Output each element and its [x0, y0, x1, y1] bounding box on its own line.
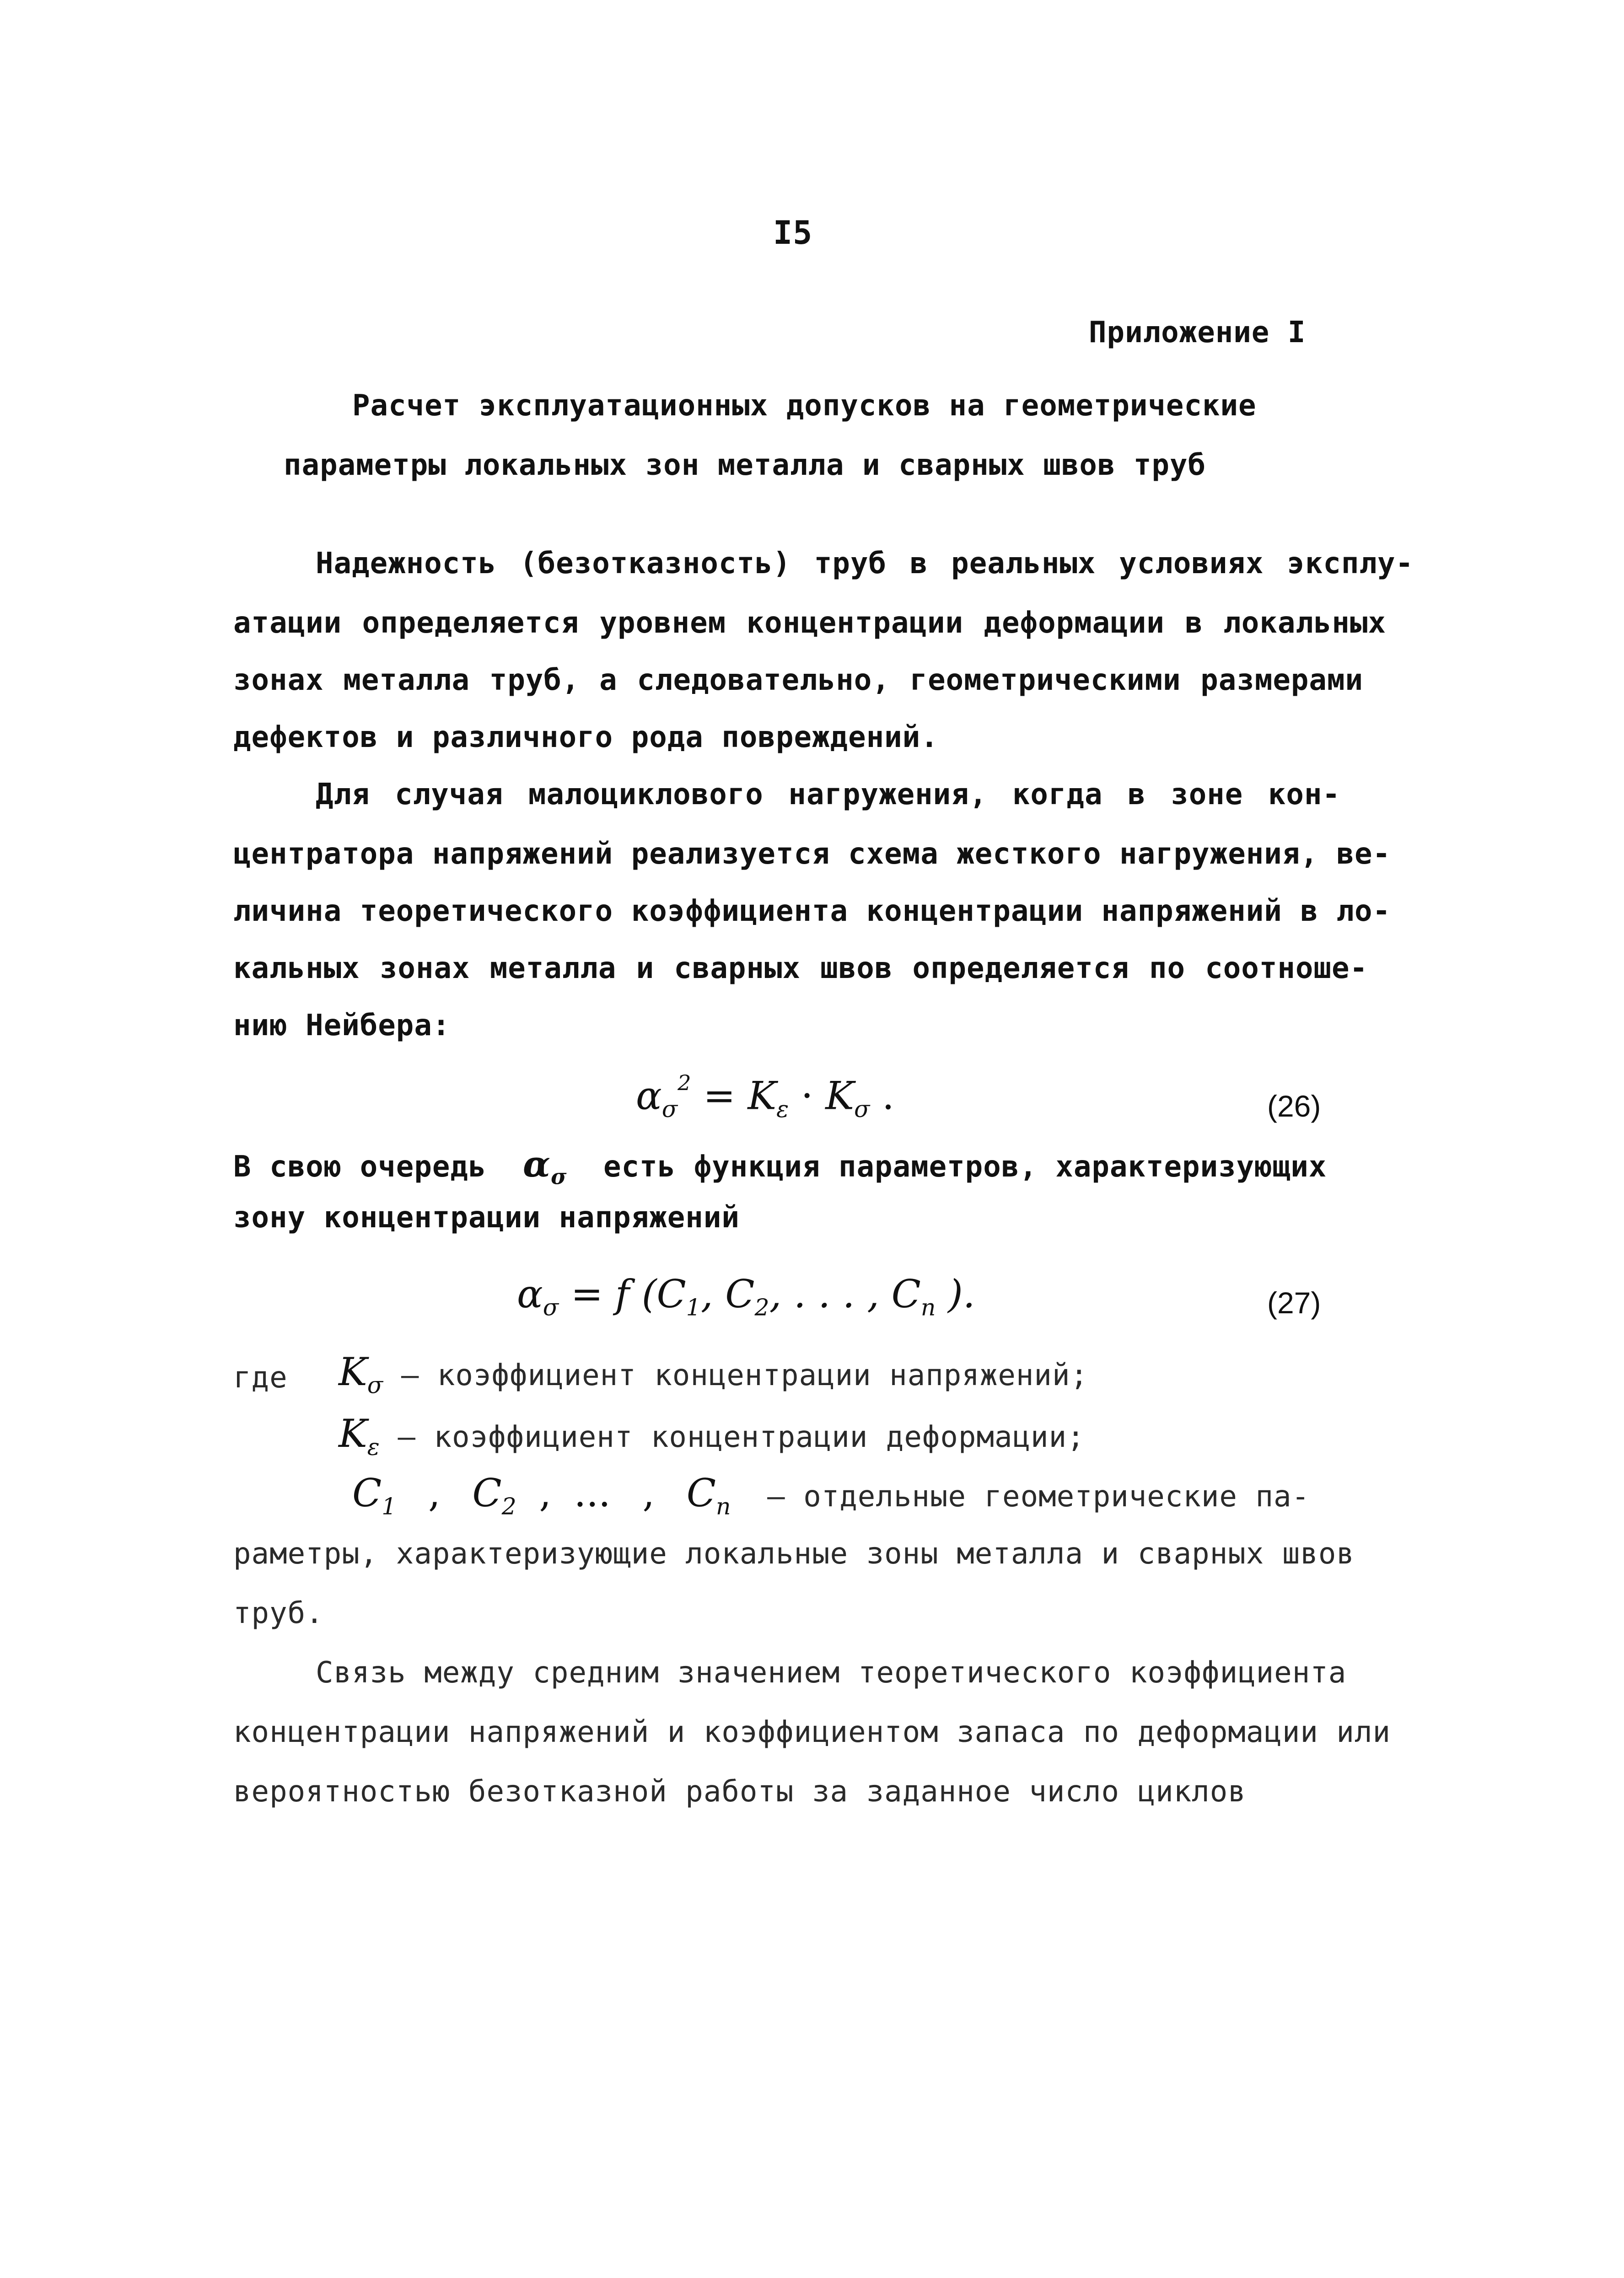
paragraph-1-line-2: атации определяется уровнем концентрации деформации в локальных [233, 606, 1386, 640]
def-k-sigma-symbol [339, 1349, 383, 1399]
def-k-eps-symbol [339, 1411, 380, 1461]
def-k-eps-text: – коэффициент концентрации деформации; [398, 1420, 1085, 1454]
def-comma-2: , [539, 1471, 552, 1515]
paragraph-3-line-2: зону концентрации напряжений [233, 1201, 740, 1235]
page-number: I5 [773, 214, 813, 252]
def-dots: ... [574, 1471, 611, 1515]
def-c-text-1: – отдельные геометрические па- [767, 1480, 1310, 1514]
paragraph-4-line-3: вероятностью безотказной работы за заданное число циклов [233, 1775, 1246, 1809]
paragraph-2-line-1: Для случая малоциклового нагружения, когда в зоне кон- [316, 778, 1340, 811]
paragraph-1-line-3: зонах металла труб, а следовательно, геометрическими размерами [233, 663, 1363, 697]
def-k-eps-sub: ε [367, 1433, 380, 1461]
def-k-sigma-sub: σ [367, 1371, 383, 1399]
para3-alpha-sub: σ [551, 1164, 567, 1190]
eq26-alpha-sup: 2 [678, 1070, 691, 1095]
eq27-alpha-sub: σ [543, 1294, 559, 1321]
eq27-cn-sub: n [920, 1294, 936, 1321]
def-cn-sym: C [686, 1471, 716, 1515]
def-k-sigma-k: K [339, 1349, 367, 1394]
equation-26-number: (26) [1267, 1089, 1321, 1123]
def-cn-sub: n [716, 1493, 731, 1520]
paragraph-1-line-1: Надежность (безотказность) труб в реальных условиях эксплу- [316, 547, 1414, 580]
def-cn [686, 1471, 731, 1520]
eq26-dot: · [801, 1073, 813, 1118]
eq26-k-eps: K [747, 1073, 777, 1118]
eq27-close: ). [936, 1272, 975, 1316]
para3-alpha-sym: α [522, 1144, 551, 1185]
def-c1-sub: 1 [382, 1493, 397, 1520]
eq27-c1-sub: 1 [686, 1294, 701, 1321]
title-line-2: параметры локальных зон металла и сварных швов труб [284, 448, 1206, 482]
paragraph-2-line-3: личина теоретического коэффициента концентрации напряжений в ло- [233, 894, 1391, 928]
def-k-sigma-text: – коэффициент концентрации напряжений; [401, 1359, 1088, 1392]
definition-c-params [352, 1471, 1310, 1520]
paragraph-2-line-4: кальных зонах металла и сварных швов определяется по соотноше- [233, 951, 1368, 985]
eq26-k-eps-sub: ε [776, 1096, 789, 1123]
equation-27-number: (27) [1267, 1286, 1321, 1320]
eq26-alpha: α [636, 1073, 662, 1118]
definition-c-params-line-2: раметры, характеризующие локальные зоны металла и сварных швов [233, 1537, 1355, 1571]
para3-before: В свою очередь [233, 1150, 487, 1184]
def-comma-1: , [428, 1471, 441, 1515]
title-line-1: Расчет эксплуатационных допусков на геометрические [352, 389, 1257, 423]
definition-where: где [233, 1361, 288, 1395]
eq27-dots: , . . . , C [769, 1272, 921, 1316]
eq27-alpha: α [517, 1272, 543, 1316]
eq27-c2: , C [700, 1272, 755, 1316]
paragraph-4-line-2: концентрации напряжений и коэффициентом запаса по деформации или [233, 1715, 1391, 1749]
definition-c-params-line-3: труб. [233, 1596, 324, 1630]
definition-k-eps [339, 1411, 1085, 1461]
def-c1 [352, 1471, 397, 1520]
para3-after: есть функция параметров, характеризующих [603, 1150, 1327, 1184]
eq26-alpha-sub: σ [661, 1096, 678, 1123]
appendix-label: Приложение I [1089, 316, 1306, 349]
para3-alpha [522, 1144, 567, 1190]
def-c2-sym: C [472, 1471, 502, 1515]
def-c2 [472, 1471, 516, 1520]
eq27-f: = f (C [570, 1272, 686, 1316]
paragraph-2-line-5: нию Нейбера: [233, 1009, 451, 1042]
paragraph-3-line-1 [233, 1144, 1386, 1189]
eq26-k-sigma-sub: σ [854, 1096, 870, 1123]
eq26-period: . [870, 1073, 894, 1118]
eq26-equals: = [703, 1073, 736, 1118]
def-comma-3: , [642, 1471, 655, 1515]
paragraph-2-line-2: центратора напряжений реализуется схема жесткого нагружения, ве- [233, 837, 1391, 871]
equation-26 [636, 1070, 894, 1123]
paragraph-1-line-4: дефектов и различного рода повреждений. [233, 720, 939, 754]
eq26-k-sigma: K [825, 1073, 855, 1118]
def-c1-sym: C [352, 1471, 382, 1515]
def-k-eps-k: K [339, 1411, 367, 1456]
equation-27 [517, 1272, 975, 1321]
definition-k-sigma [339, 1349, 1088, 1399]
eq27-c2-sub: 2 [754, 1294, 769, 1321]
def-c2-sub: 2 [501, 1493, 516, 1520]
paragraph-4-line-1: Связь между средним значением теоретического коэффициента [316, 1656, 1347, 1690]
